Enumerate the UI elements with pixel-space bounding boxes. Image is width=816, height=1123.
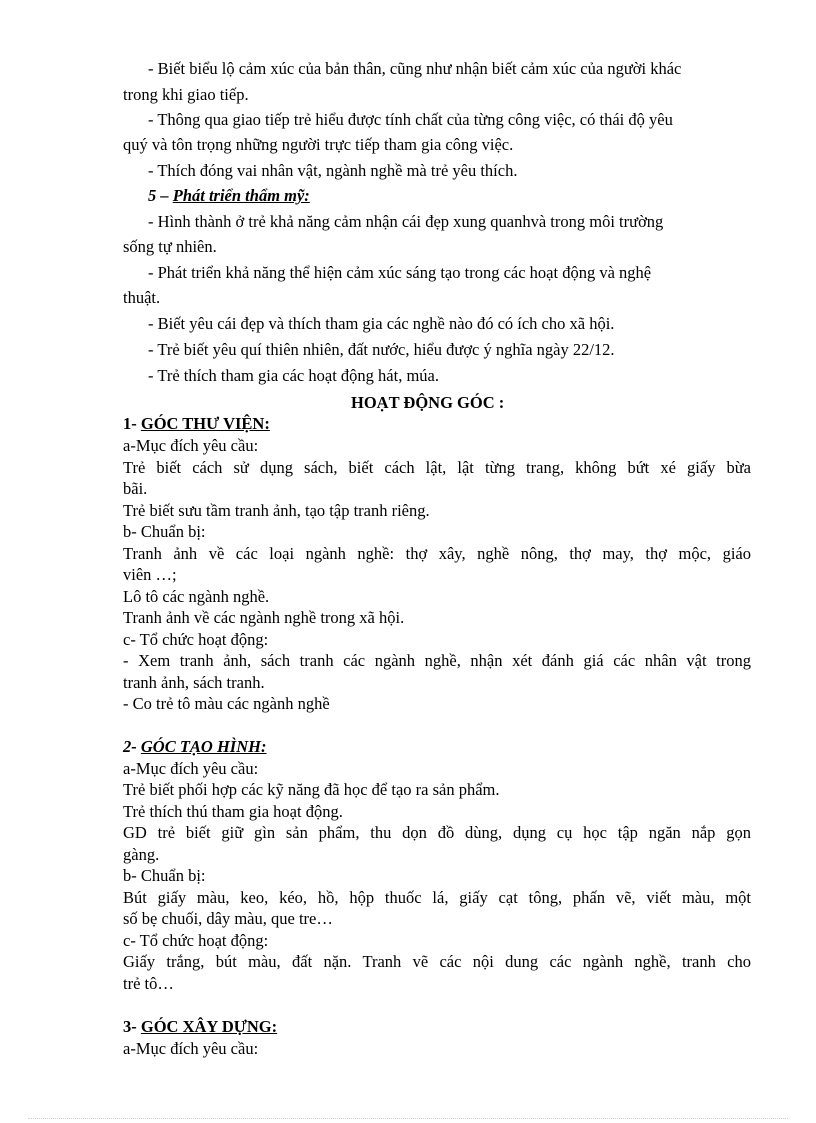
section-title: GÓC THƯ VIỆN: bbox=[140, 414, 270, 433]
subheading: a-Mục đích yêu cầu: bbox=[123, 759, 259, 778]
paragraph-line: - Co trẻ tô màu các ngành nghề bbox=[123, 694, 330, 713]
section-title: GÓC TẠO HÌNH: bbox=[140, 737, 267, 756]
subheading: b- Chuẩn bị: bbox=[123, 522, 206, 541]
paragraph-line: gàng. bbox=[123, 845, 160, 864]
section-number: 3- bbox=[123, 1017, 141, 1036]
paragraph-line: Trẻ thích thú tham gia hoạt động. bbox=[123, 802, 343, 821]
paragraph-line: - Xem tranh ảnh, sách tranh các ngành nghề, nhận xét đánh giá các nhân vật trong bbox=[123, 651, 751, 670]
paragraph-line: - Biết biểu lộ cảm xúc của bản thân, cũng như nhận biết cảm xúc của người khác bbox=[148, 59, 682, 78]
paragraph-line: Trẻ biết sưu tầm tranh ảnh, tạo tập tranh riêng. bbox=[123, 501, 430, 520]
paragraph-line: Bút giấy màu, keo, kéo, hồ, hộp thuốc lá, giấy cạt tông, phấn vẽ, viết màu, một bbox=[123, 888, 751, 907]
section-number: 2- bbox=[123, 737, 141, 756]
section-number: 5 – bbox=[148, 186, 173, 205]
subheading: a-Mục đích yêu cầu: bbox=[123, 436, 259, 455]
subheading: b- Chuẩn bị: bbox=[123, 866, 206, 885]
paragraph-line: thuật. bbox=[123, 288, 161, 307]
paragraph-line: Trẻ biết phối hợp các kỹ năng đã học để tạo ra sản phẩm. bbox=[123, 780, 500, 799]
paragraph-line: - Hình thành ở trẻ khả năng cảm nhận cái đẹp xung quanhvà trong môi trường bbox=[148, 212, 664, 231]
paragraph-line: Trẻ biết cách sử dụng sách, biết cách lật, lật từng trang, không bứt xé giấy bừa bbox=[123, 458, 751, 477]
subheading: c- Tổ chức hoạt động: bbox=[123, 630, 269, 649]
subheading: a-Mục đích yêu cầu: bbox=[123, 1039, 259, 1058]
paragraph-line: - Trẻ thích tham gia các hoạt động hát, múa. bbox=[148, 366, 439, 385]
paragraph-line: bãi. bbox=[123, 479, 148, 498]
section-heading-5 bbox=[148, 186, 310, 206]
section-title: Phát triển thẩm mỹ: bbox=[172, 186, 310, 205]
paragraph-line: GD trẻ biết giữ gìn sản phẩm, thu dọn đồ dùng, dụng cụ học tập ngăn nắp gọn bbox=[123, 823, 751, 842]
paragraph-line: Lô tô các ngành nghề. bbox=[123, 587, 270, 606]
page-heading: HOẠT ĐỘNG GÓC : bbox=[351, 393, 505, 412]
paragraph-line: trong khi giao tiếp. bbox=[123, 85, 249, 104]
paragraph-line: tranh ảnh, sách tranh. bbox=[123, 673, 265, 692]
paragraph-line: trẻ tô… bbox=[123, 974, 174, 993]
section-heading-2 bbox=[123, 737, 266, 757]
page-bottom-divider bbox=[28, 1118, 788, 1119]
paragraph-line: - Phát triển khả năng thể hiện cảm xúc sáng tạo trong các hoạt động và nghệ bbox=[148, 263, 652, 282]
paragraph-line: - Trẻ biết yêu quí thiên nhiên, đất nước, hiểu được ý nghĩa ngày 22/12. bbox=[148, 340, 615, 359]
paragraph-line: Tranh ảnh về các loại ngành nghề: thợ xây, nghề nông, thợ may, thợ mộc, giáo bbox=[123, 544, 751, 563]
paragraph-line: - Biết yêu cái đẹp và thích tham gia các nghề nào đó có ích cho xã hội. bbox=[148, 314, 615, 333]
paragraph-line: sống tự nhiên. bbox=[123, 237, 217, 256]
section-title: GÓC XÂY DỰNG: bbox=[140, 1017, 278, 1036]
section-heading-1 bbox=[123, 414, 270, 434]
paragraph-line: - Thông qua giao tiếp trẻ hiểu được tính chất của từng công việc, có thái độ yêu bbox=[148, 110, 673, 129]
section-number: 1- bbox=[123, 414, 141, 433]
paragraph-line: quý và tôn trọng những người trực tiếp tham gia công việc. bbox=[123, 135, 514, 154]
paragraph-line: Tranh ảnh về các ngành nghề trong xã hội. bbox=[123, 608, 405, 627]
paragraph-line: viên …; bbox=[123, 565, 177, 584]
subheading: c- Tổ chức hoạt động: bbox=[123, 931, 269, 950]
paragraph-line: số bẹ chuối, dây màu, que tre… bbox=[123, 909, 333, 928]
paragraph-line: - Thích đóng vai nhân vật, ngành nghề mà trẻ yêu thích. bbox=[148, 161, 518, 180]
section-heading-3 bbox=[123, 1017, 277, 1037]
paragraph-line: Giấy trắng, bút màu, đất nặn. Tranh vẽ các nội dung các ngành nghề, tranh cho bbox=[123, 952, 751, 971]
